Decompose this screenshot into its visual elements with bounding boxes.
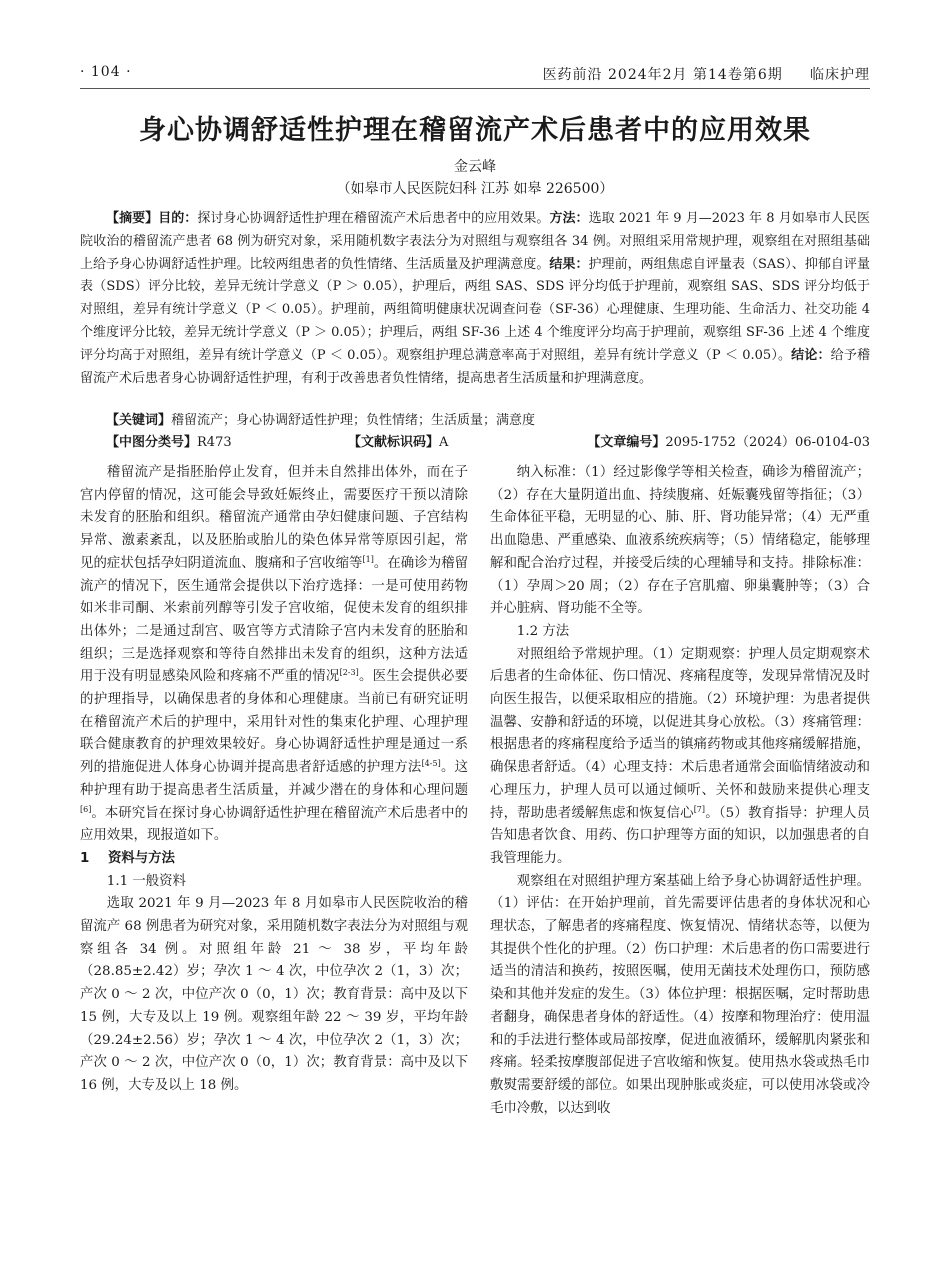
- method-label: 方法：: [549, 211, 589, 226]
- observation-group-paragraph: 观察组在对照组护理方案基础上给予身心协调舒适性护理。（1）评估：在开始护理前，首先需要评估患者的身体状况和心理状态，了解患者的疼痛程度、恢复情况、情绪状态等，以便为其提供个性化的护理。（2）伤口护理：术后患者的伤口需要进行适当的清洁和换药，按照医嘱，使用无菌技术处理伤口，预防感染和其他并发症的发生。（3）体位护理：根据医嘱，定时帮助患者翻身，确保患者身体的舒适性。（4）按摩和物理治疗：使用温和的手法进行整体或局部按摩，促进血液循环，缓解肌肉紧张和疼痛。轻柔按摩腹部促进子宫收缩和恢复。使用热水袋或热毛巾敷熨需要舒缓的部位。如果出现肿胀或炎症，可以使用冰袋或冷毛巾冷敷，以达到收: [490, 873, 870, 1116]
- abstract-method: 选取 2021 年 9 月—2023 年 8 月如皋市人民医院收治的稽留流产患者 68 例为研究对象，采用随机数字表法分为对照组与观察组各 34 例。对照组采用常规护理，观察组在对照组基础上给予身心协调舒适性护理。比较两组患者的负性情绪、生活质量及护理满意度。: [80, 211, 870, 272]
- section-title: 资料与方法: [108, 850, 175, 866]
- clc-label: 【中图分类号】: [106, 435, 198, 450]
- citation-5: [7]: [693, 804, 706, 814]
- author: 金云峰: [454, 159, 496, 175]
- document-code: [348, 432, 448, 454]
- abstract-label: 【摘要】: [106, 211, 159, 226]
- abstract-purpose: 探讨身心协调舒适性护理在稽留流产术后患者中的应用效果。: [197, 211, 550, 226]
- subsection-heading-1-2: 1.2 方法: [516, 623, 570, 639]
- journal-issue: 医药前沿 2024年2月 第14卷第6期: [542, 67, 783, 83]
- doc-label: 【文献标识码】: [348, 435, 440, 450]
- general-data-paragraph: 选取 2021 年 9 月—2023 年 8 月如皋市人民医院收治的稽留流产 68 例患者为研究对象，采用随机数字表法分为对照组与观察组各 34 例。对照组年龄 21 ～ 38 岁，平均年龄（28.85±2.42）岁；孕次 1 ～ 4 次，中位孕次 2（1，3）次；产次 0 ～ 2 次，中位产次 0（0，1）次；教育背景：高中及以下 15 例，大专及以上 19 例。观察组年龄 22 ～ 39 岁，平均年龄（29.24±2.56）岁；孕次 1 ～ 4 次，中位孕次 2（1，3）次；产次 0 ～ 2 次，中位产次 0（0，1）次；教育背景：高中及以下 16 例，大专及以上 18 例。: [80, 896, 468, 1093]
- article-value: 2095-1752（2024）06-0104-03: [665, 435, 870, 450]
- intro-text-e: 。本研究旨在探讨身心协调舒适性护理在稽留流产术后患者中的应用效果，现报道如下。: [80, 805, 468, 844]
- criteria-paragraph: 纳入标准：（1）经过影像学等相关检查，确诊为稽留流产；（2）存在大量阴道出血、持续腹痛、妊娠囊残留等指征；（3）生命体征平稳，无明显的心、肺、肝、肾功能异常；（4）无严重出血隐患、严重感染、血液系统疾病等；（5）情绪稳定，能够理解和配合治疗过程，并接受后续的心理辅导和支持。排除标准：（1）孕周＞20 周；（2）存在子宫肌瘤、卵巢囊肿等；（3）合并心脏病、肾功能不全等。: [490, 465, 870, 617]
- intro-text-b: 。在确诊为稽留流产的情况下，医生通常会提供以下治疗选择：一是可使用药物如米非司酮、米索前列醇等引发子宫收缩，促使未发育的组织排出体外；二是通过刮宫、吸宫等方式清除子宫内未发育的胚胎和组织；三是选择观察和等待自然排出未发育的组织，这种方法适用于没有明显感染风险和疼痛不严重的情况: [80, 555, 469, 685]
- abstract: [80, 208, 870, 390]
- clc-value: R473: [197, 435, 232, 450]
- intro-text-d: 。这种护理有助于提高患者生活质量，并减少潜在的身体和心理问题: [80, 760, 469, 798]
- section-heading-1: [80, 848, 468, 871]
- purpose-label: 目的：: [158, 211, 198, 226]
- control-text-b: 。（5）教育指导：护理人员告知患者饮食、用药、伤口护理等方面的知识，以加强患者的自我管理能力。: [490, 805, 870, 866]
- journal-info: [543, 64, 870, 84]
- clc-number: [106, 432, 232, 454]
- section-name: 临床护理: [810, 67, 870, 83]
- doc-value: A: [439, 435, 449, 450]
- right-column: [490, 462, 870, 1120]
- abstract-conclusion: 给予稽留流产术后患者身心协调舒适性护理，有利于改善患者负性情绪，提高患者生活质量和护理满意度。: [80, 347, 870, 386]
- abstract-result: 护理前，两组焦虑自评量表（SAS）、抑郁自评量表（SDS）评分比较，差异无统计学意义（P ＞ 0.05），护理后，两组 SAS、SDS 评分均低于护理前，观察组 SAS、SDS 评分均低于对照组，差异有统计学意义（P ＜ 0.05）。护理前，两组简明健康状况调查问卷（SF-36）心理健康、生理功能、生命活力、社交功能 4 个维度评分比较，差异无统计学意义（P ＞ 0.05）；护理后，两组 SF-36 上述 4 个维度评分均高于护理前，观察组 SF-36 上述 4 个维度评分均高于对照组，差异有统计学意义（P ＜ 0.05）。观察组护理总满意率高于对照组，差异有统计学意义（P ＜ 0.05）。: [80, 256, 870, 363]
- intro-text-a: 稽留流产是指胚胎停止发育，但并未自然排出体外，而在子宫内停留的情况，这可能会导致妊娠终止，需要医疗干预以清除未发育的胚胎和组织。稽留流产通常由孕妇健康问题、子宫结构异常、激素紊乱，以及胚胎或胎儿的染色体异常等原因引起，常见的症状包括孕妇阴道流血、腹痛和子宫收缩等: [80, 465, 468, 571]
- control-text-a: 对照组给予常规护理。（1）定期观察：护理人员定期观察术后患者的生命体征、伤口情况、疼痛程度等，发现异常情况及时向医生报告，以便采取相应的措施。（2）环境护理：为患者提供温馨、安静和舒适的环境，以促进其身心放松。（3）疼痛管理：根据患者的疼痛程度给予适当的镇痛药物或其他疼痛缓解措施，确保患者舒适。（4）心理支持：术后患者通常会面临情绪波动和心理压力，护理人员可以通过倾听、关怀和鼓励来提供心理支持，帮助患者缓解焦虑和恢复信心: [490, 646, 870, 821]
- article-label: 【文章编号】: [587, 435, 666, 450]
- citation-1: [1]: [362, 554, 374, 564]
- page-number: · 104 ·: [80, 64, 132, 80]
- citation-4: [6]: [80, 804, 92, 814]
- section-number: 1: [80, 850, 90, 866]
- intro-text-c: 。医生会提供必要的护理指导，以确保患者的身体和心理健康。当前已有研究证明在稽留流产术后的护理中，采用针对性的集束化护理、心理护理联合健康教育的护理效果较好。身心协调舒适性护理是通过一系列的措施促进人体身心协调并提高患者舒适感的护理方法: [80, 669, 468, 776]
- intro-paragraph: [80, 462, 468, 848]
- citation-3: [4-5]: [421, 759, 441, 769]
- keywords-label: 【关键词】: [106, 413, 172, 428]
- control-group-paragraph: [490, 644, 870, 871]
- keywords: [80, 410, 870, 432]
- result-label: 结果：: [549, 256, 589, 272]
- conclusion-label: 结论：: [791, 347, 831, 363]
- article-number: [587, 432, 870, 454]
- subsection-heading-1-1: 1.1 一般资料: [106, 873, 186, 889]
- running-header: [80, 62, 870, 89]
- keywords-text: 稽留流产；身心协调舒适性护理；负性情绪；生活质量；满意度: [171, 413, 536, 428]
- affiliation: （如皋市人民医院妇科 江苏 如皋 226500）: [336, 181, 614, 197]
- left-column: [80, 462, 468, 1098]
- article-title: 身心协调舒适性护理在稽留流产术后患者中的应用效果: [139, 115, 811, 146]
- citation-2: [2-3]: [339, 668, 359, 678]
- classification-row: [106, 432, 870, 454]
